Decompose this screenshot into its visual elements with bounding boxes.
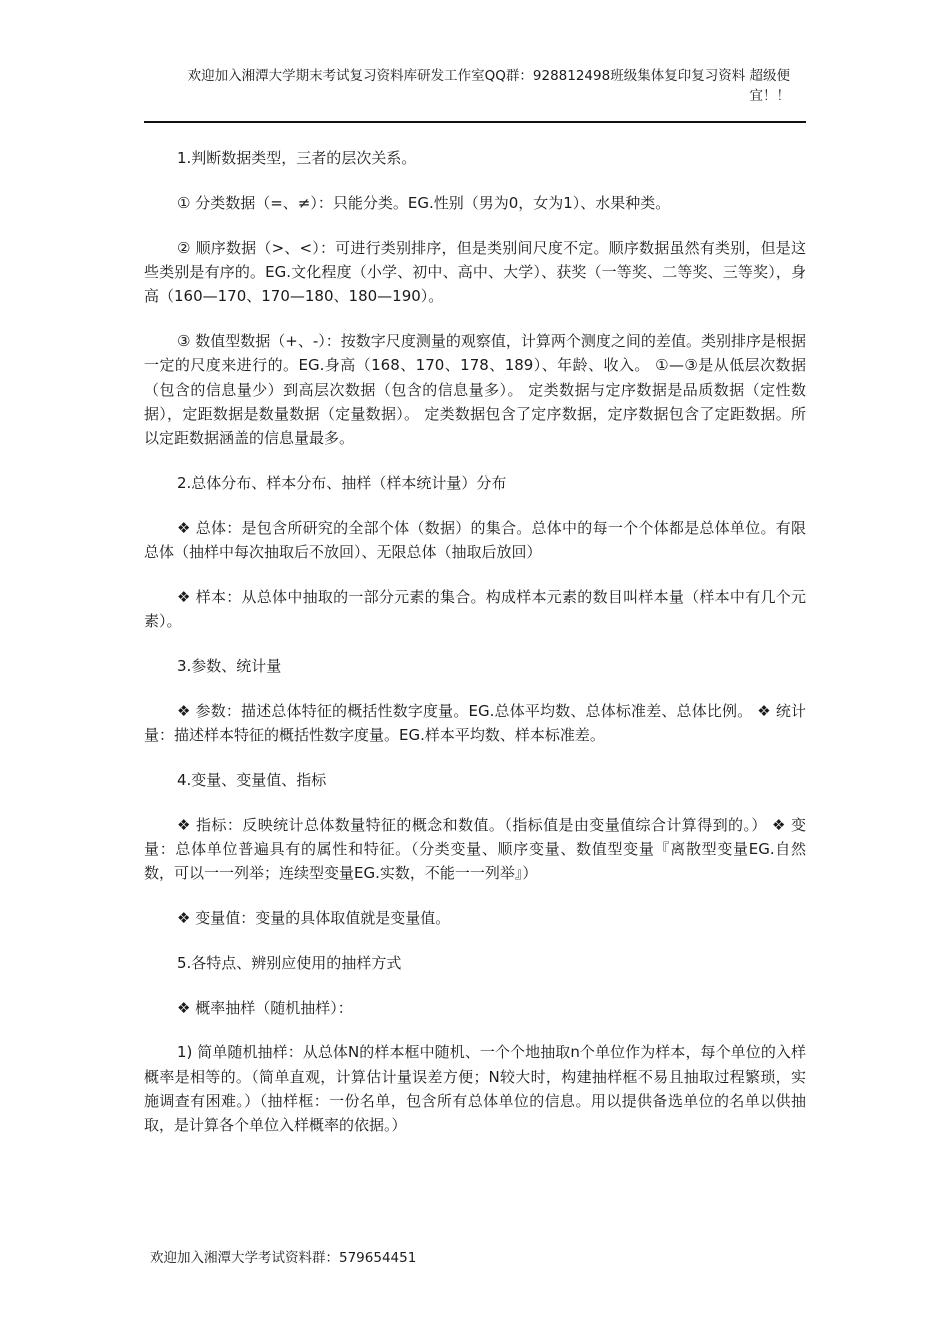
section-heading-5: 5.各特点、辨别应使用的抽样方式 — [177, 953, 402, 972]
header-line-1: 欢迎加入湘潭大学期末考试复习资料库研发工作室QQ群：928812498班级集体复印复习资料 超级便 — [187, 68, 790, 84]
paragraph-probability-sampling: ❖ 概率抽样（随机抽样）： — [177, 998, 353, 1017]
page-footer: 欢迎加入湘潭大学考试资料群：579654451 — [150, 1250, 417, 1266]
paragraph-parameter-statistic: ❖ 参数：描述总体特征的概括性数字度量。EG.总体平均数、总体标准差、总体比例。 ❖ 统计量：描述样本特征的概括性数字度量。EG.样本平均数、样本标准差。 — [144, 701, 806, 745]
section-heading-3: 3.参数、统计量 — [177, 656, 282, 675]
section-heading-4: 4.变量、变量值、指标 — [177, 770, 327, 789]
paragraph-simple-random-sampling: 1) 简单随机抽样：从总体N的样本框中随机、一个个地抽取n个单位作为样本，每个单位的入样概率是相等的。（简单直观，计算估计量误差方便；N较大时，构建抽样框不易且抽取过程繁琐，实施调查有困难。）（抽样框：一份名单，包含所有总体单位的信息。用以提供备选单位的名单以供抽取，是计算各个单位入样概率的依据。） — [144, 1043, 806, 1135]
paragraph-ordinal-data: ② 顺序数据（>、<）：可进行类别排序，但是类别间尺度不定。顺序数据虽然有类别，但是这些类别是有序的。EG.文化程度（小学、初中、高中、大学）、获奖（一等奖、二等奖、三等奖），身高（160—170、170—180、180—190）。 — [144, 238, 806, 306]
section-heading-2: 2.总体分布、样本分布、抽样（样本统计量）分布 — [177, 473, 507, 492]
header-line-2: 宜！！ — [749, 88, 790, 104]
header-rule — [144, 121, 806, 123]
section-heading-1: 1.判断数据类型，三者的层次关系。 — [177, 149, 417, 167]
document-body — [144, 146, 806, 1158]
paragraph-population: ❖ 总体：是包含所研究的全部个体（数据）的集合。总体中的每一个个体都是总体单位。有限总体（抽样中每次抽取后不放回）、无限总体（抽取后放回） — [144, 518, 806, 562]
page-header — [140, 66, 790, 106]
paragraph-sample: ❖ 样本：从总体中抽取的一部分元素的集合。构成样本元素的数目叫样本量（样本中有几个元素）。 — [144, 587, 806, 631]
paragraph-variable-value: ❖ 变量值：变量的具体取值就是变量值。 — [177, 909, 451, 928]
paragraph-indicator-variable: ❖ 指标：反映统计总体数量特征的概念和数值。（指标值是由变量值综合计算得到的。） ❖ 变量：总体单位普遍具有的属性和特征。（分类变量、顺序变量、数值型变量『离散型变量EG.自然数，可以一一列举；连续型变量EG.实数，不能一一列举』） — [144, 815, 806, 883]
paragraph-categorical-data: ① 分类数据（=、≠）：只能分类。EG.性别（男为0，女为1）、水果种类。 — [177, 193, 671, 212]
paragraph-numeric-data: ③ 数值型数据（+、-）：按数字尺度测量的观察值，计算两个测度之间的差值。类别排序是根据一定的尺度来进行的。EG.身高（168、170、178、189）、年龄、收入。 ①—③是从低层次数据（包含的信息量少）到高层次数据（包含的信息量多）。 定类数据与定序数据是品质数据（定性数据），定距数据是数量数据（定量数据）。 定类数据包含了定序数据，定序数据包含了定距数据。所以定距数据涵盖的信息量最多。 — [144, 331, 806, 448]
